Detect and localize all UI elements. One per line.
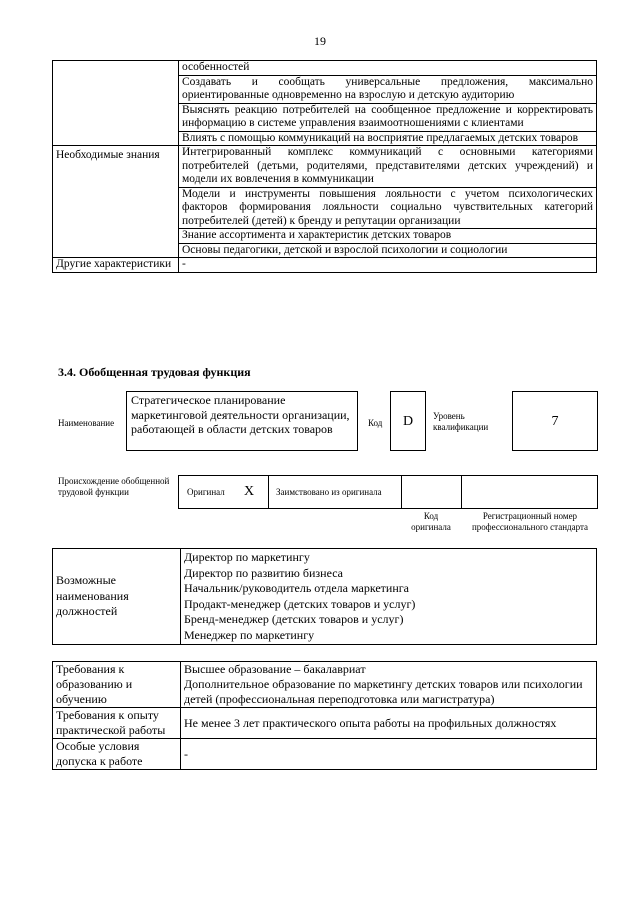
requirements-table bbox=[52, 661, 597, 770]
education-label: Требования к образованию и обучению bbox=[53, 662, 181, 708]
borrowed-label: Заимствовано из оригинала bbox=[276, 487, 382, 497]
list-item: Директор по маркетингу bbox=[184, 550, 310, 564]
table-cell: Знание ассортимента и характеристик детских товаров bbox=[179, 229, 597, 244]
divider bbox=[268, 476, 269, 508]
experience-cell: Не менее 3 лет практического опыта работы на профильных должностях bbox=[181, 708, 597, 739]
other-characteristics-label: Другие характеристики bbox=[53, 258, 179, 273]
table-cell-empty bbox=[53, 61, 179, 146]
reg-caption: Регистрационный номер профессионального стандарта bbox=[471, 511, 589, 532]
list-item: Директор по развитию бизнеса bbox=[184, 565, 344, 580]
experience-label: Требования к опыту практической работы bbox=[53, 708, 181, 739]
knowledge-label: Необходимые знания bbox=[53, 146, 179, 258]
code-value-box: D bbox=[390, 391, 426, 451]
table-cell: Основы педагогики, детской и взрослой психологии и социологии bbox=[179, 243, 597, 258]
function-name-box: Стратегическое планирование маркетинговой деятельности организации, работающей в области детских товаров bbox=[126, 391, 358, 451]
education-cell bbox=[181, 662, 597, 708]
table-row bbox=[53, 662, 597, 708]
list-item: Дополнительное образование по маркетингу детских товаров или психологии детей (профессиональная переподготовка или магистратура) bbox=[184, 677, 583, 706]
level-label: Уровень квалификации bbox=[433, 411, 489, 432]
table-cell: Модели и инструменты повышения лояльности с учетом психологических факторов формирования лояльности социально чувствительных категорий потребителей (детей) к бренду и репутации организации bbox=[179, 187, 597, 229]
table-cell: особенностей bbox=[179, 61, 597, 76]
table-cell: Выяснять реакцию потребителей на сообщенное предложение и корректировать информацию в системе управления взаимоотношениями с клиентами bbox=[179, 103, 597, 131]
list-item: Бренд-менеджер (детских товаров и услуг) bbox=[184, 612, 404, 626]
table-row bbox=[53, 258, 597, 273]
list-item: Менеджер по маркетингу bbox=[184, 627, 315, 642]
table-cell: Интегрированный комплекс коммуникаций с основными категориями потребителей (детьми, родителями, представителями детских учреждений) и модели их вовлечения в коммуникации bbox=[179, 146, 597, 188]
divider bbox=[461, 476, 462, 508]
positions-cell bbox=[181, 549, 597, 645]
table-row bbox=[53, 708, 597, 739]
divider bbox=[401, 476, 402, 508]
positions-table bbox=[52, 548, 597, 645]
table-cell: Создавать и сообщать универсальные предложения, максимально ориентированные одновременно на взрослую и детскую аудиторию bbox=[179, 75, 597, 103]
skills-table bbox=[52, 60, 597, 273]
origin-label: Происхождение обобщенной трудовой функции bbox=[58, 476, 170, 497]
name-label: Наименование bbox=[58, 418, 115, 428]
table-row bbox=[53, 739, 597, 770]
positions-label: Возможные наименования должностей bbox=[53, 549, 181, 645]
table-row bbox=[53, 146, 597, 188]
original-label: Оригинал bbox=[187, 487, 225, 497]
table-cell: - bbox=[179, 258, 597, 273]
section-title: 3.4. Обобщенная трудовая функция bbox=[58, 365, 251, 379]
list-item: Продакт-менеджер (детских товаров и услуг) bbox=[184, 596, 416, 611]
list-item: Начальник/руководитель отдела маркетинга bbox=[184, 581, 410, 595]
origin-box bbox=[178, 475, 598, 509]
conditions-cell: - bbox=[181, 739, 597, 770]
page-number: 19 bbox=[314, 34, 326, 48]
list-item: Высшее образование – бакалавриат bbox=[184, 662, 366, 676]
code-label: Код bbox=[368, 418, 383, 428]
conditions-label: Особые условия допуска к работе bbox=[53, 739, 181, 770]
original-mark: X bbox=[244, 484, 255, 499]
level-value-box: 7 bbox=[512, 391, 598, 451]
table-cell: Влиять с помощью коммуникаций на восприятие предлагаемых детских товаров bbox=[179, 131, 597, 146]
table-row bbox=[53, 61, 597, 76]
table-row bbox=[53, 549, 597, 645]
code-caption: Код оригинала bbox=[411, 511, 451, 532]
